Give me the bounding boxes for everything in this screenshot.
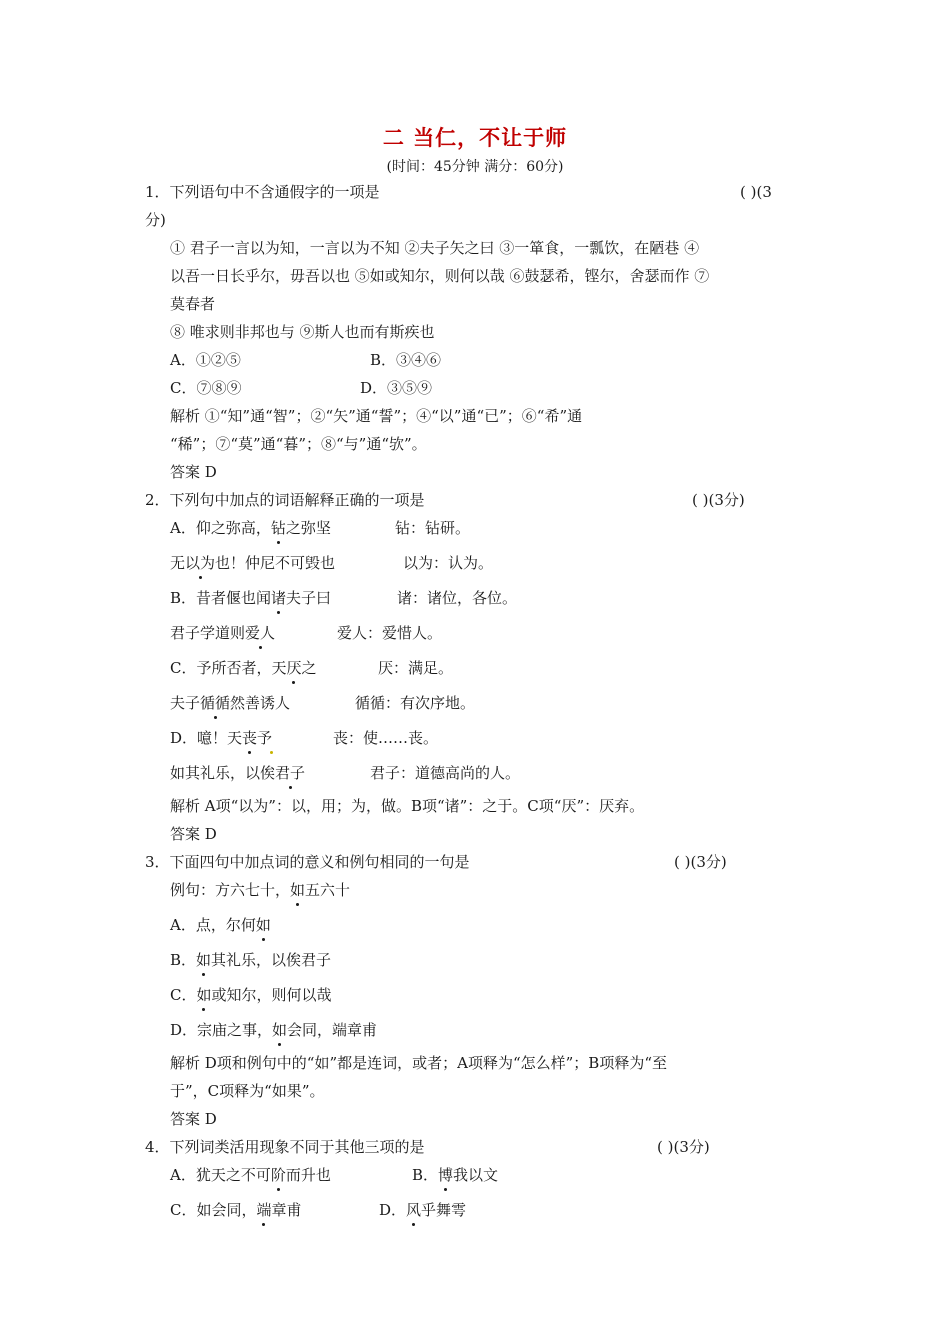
q2-a1-text: A．仰之弥高， [170, 519, 271, 537]
q3-b-dotted: 如 [196, 951, 212, 969]
q2-a1-text-post: 之弥坚 [285, 519, 331, 537]
q3-b-text-post: 其礼乐，以俟君子 [211, 951, 332, 969]
q3-answer: 答案 D [170, 1110, 217, 1128]
q2-d2-dotted: 君子 [275, 764, 306, 782]
q3-a-text: A．点，尔何 [170, 916, 256, 934]
q1-score-cont: 分) [145, 211, 166, 229]
q1-option-c: C．⑦⑧⑨ [170, 379, 242, 397]
q3-option-d [170, 1020, 377, 1040]
q3-example-text: 例句：方六七十， [170, 881, 291, 899]
q4-d-text: D． [379, 1201, 407, 1219]
q2-b1-text-post: 夫子曰 [286, 589, 332, 607]
q4-a-text-post: 而升也 [285, 1166, 331, 1184]
q4-d-dotted: 风 [406, 1201, 422, 1219]
q2-analysis: 解析 A项“以为”：以，用；为，做。B项“诸”：之于。C项“厌”：厌弃。 [170, 797, 645, 815]
q4-option-c [170, 1200, 302, 1220]
q2-d1-text: D．噫！天 [170, 729, 243, 747]
q3-example [170, 880, 350, 900]
q4-c-text: C．如会同， [170, 1201, 257, 1219]
q2-a2-dotted: 以为 [185, 554, 216, 572]
q2-c1-dotted: 厌 [286, 659, 302, 677]
q2-c2-dotted: 循循 [200, 694, 231, 712]
q3-analysis-2: 于”，C项释为“如果”。 [170, 1082, 325, 1100]
q3-score: ( )(3分) [674, 853, 727, 871]
q2-a1 [170, 518, 331, 538]
q2-b2-explanation: 爱人：爱惜人。 [337, 624, 443, 642]
page-subtitle: (时间：45分钟 满分：60分) [386, 159, 564, 175]
q2-b2-text: 君子学道则 [170, 624, 246, 642]
q2-d1 [170, 728, 272, 748]
q4-b-text: B． [412, 1166, 439, 1184]
q2-c2-text: 夫子 [170, 694, 201, 712]
q1-line-1: ① 君子一言以为知，一言以为不知 ②夫子矢之曰 ③一箪食，一瓢饮，在陋巷 ④ [170, 239, 700, 257]
q1-score: ( )(3 [740, 183, 772, 201]
q2-c1-text-post: 之 [301, 659, 317, 677]
q2-d1-explanation: 丧：使……丧。 [333, 729, 439, 747]
q3-analysis-1: 解析 D项和例句中的“如”都是连词，或者；A项释为“怎么样”；B项释为“至 [170, 1054, 667, 1072]
q2-a1-dotted: 钻 [270, 519, 286, 537]
q1-answer: 答案 D [170, 463, 217, 481]
q1-option-a: A．①②⑤ [170, 351, 241, 369]
q3-a-dotted: 如 [255, 916, 271, 934]
q2-d2-explanation: 君子：道德高尚的人。 [370, 764, 521, 782]
q2-b1 [170, 588, 331, 608]
q1-analysis-2: “稀”；⑦“莫”通“暮”；⑧“与”通“欤”。 [170, 435, 427, 453]
q3-d-text: D．宗庙之事， [170, 1021, 273, 1039]
q3-example-text-post: 五六十 [305, 881, 351, 899]
q2-d1-dotted-2: 予 [257, 729, 273, 747]
q3-option-a [170, 915, 271, 935]
q3-option-b [170, 950, 331, 970]
q2-c1-explanation: 厌：满足。 [378, 659, 454, 677]
q2-answer: 答案 D [170, 825, 217, 843]
q2-b2-dotted: 爱人 [245, 624, 276, 642]
q2-a2-text-post: 也！仲尼不可毁也 [215, 554, 336, 572]
q2-b2 [170, 623, 275, 643]
q4-c-text-post: 章甫 [271, 1201, 302, 1219]
q2-a2-explanation: 以为：认为。 [403, 554, 494, 572]
q2-b1-explanation: 诸：诸位，各位。 [397, 589, 518, 607]
q3-c-dotted: 如 [196, 986, 212, 1004]
q4-b-text-post: 我以文 [453, 1166, 499, 1184]
q2-stem: 2．下列句中加点的词语解释正确的一项是 [145, 491, 425, 509]
q3-option-c [170, 985, 332, 1005]
q1-analysis-1: 解析 ①“知”通“智”；②“矢”通“誓”；④“以”通“已”；⑥“希”通 [170, 407, 583, 425]
q1-option-d: D．③⑤⑨ [360, 379, 433, 397]
q2-b1-text: B．昔者偃也闻 [170, 589, 272, 607]
q3-c-text-post: 或知尔，则何以哉 [211, 986, 332, 1004]
q2-c1-text: C．予所否者，天 [170, 659, 287, 677]
page-title: 二 当仁，不让于师 [382, 125, 568, 150]
q2-d1-dotted: 丧 [242, 729, 258, 747]
q2-c2 [170, 693, 290, 713]
q4-d-text-post: 乎舞雩 [421, 1201, 467, 1219]
q2-d2 [170, 763, 305, 783]
q4-option-a [170, 1165, 331, 1185]
q2-c2-explanation: 循循：有次序地。 [355, 694, 476, 712]
q1-stem: 1．下列语句中不含通假字的一项是 [145, 183, 380, 201]
q3-stem: 3．下面四句中加点词的意义和例句相同的一句是 [145, 853, 470, 871]
q4-a-text: A．犹天之不可 [170, 1166, 271, 1184]
q3-c-text: C． [170, 986, 197, 1004]
q2-d2-text: 如其礼乐，以俟 [170, 764, 276, 782]
q4-stem: 4．下列词类活用现象不同于其他三项的是 [145, 1138, 425, 1156]
q2-b1-dotted: 诸 [271, 589, 287, 607]
q1-option-b: B．③④⑥ [370, 351, 442, 369]
q4-score: ( )(3分) [657, 1138, 710, 1156]
q2-c2-text-post: 然善诱人 [230, 694, 291, 712]
q1-line-4: ⑧ 唯求则非邦也与 ⑨斯人也而有斯疾也 [170, 323, 435, 341]
q4-a-dotted: 阶 [270, 1166, 286, 1184]
q4-c-dotted: 端 [256, 1201, 272, 1219]
q4-option-d [379, 1200, 466, 1220]
q1-line-3: 莫春者 [170, 295, 216, 313]
q3-example-dotted: 如 [290, 881, 306, 899]
q4-option-b [412, 1165, 498, 1185]
q3-d-dotted: 如 [272, 1021, 288, 1039]
q2-a2-text: 无 [170, 554, 186, 572]
q2-a1-explanation: 钻：钻研。 [395, 519, 471, 537]
q3-b-text: B． [170, 951, 197, 969]
q2-a2 [170, 553, 335, 573]
q1-line-2: 以吾一日长乎尔，毋吾以也 ⑤如或知尔，则何以哉 ⑥鼓瑟希，铿尔，舍瑟而作 ⑦ [170, 267, 710, 285]
q3-d-text-post: 会同，端章甫 [287, 1021, 378, 1039]
q4-b-dotted: 博 [438, 1166, 454, 1184]
q2-score: ( )(3分) [692, 491, 745, 509]
q2-c1 [170, 658, 317, 678]
